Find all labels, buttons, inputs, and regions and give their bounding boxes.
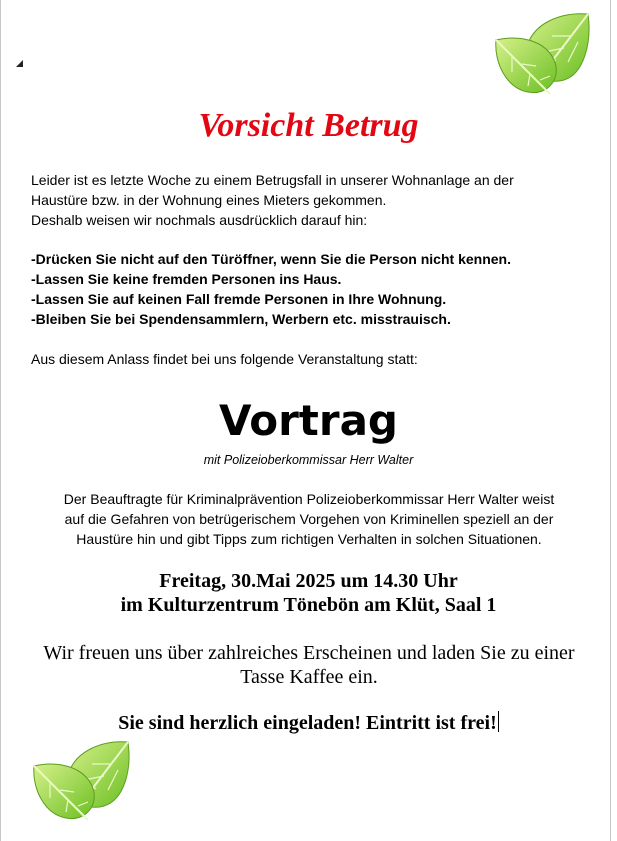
event-title: Vortrag xyxy=(219,396,398,445)
green-leaves-icon xyxy=(492,12,590,96)
page-title: Vorsicht Betrug xyxy=(198,107,419,144)
description-line: Der Beauftragte für Kriminalprävention Polizeioberkommissar Herr Walter weist xyxy=(63,491,555,507)
intro-line: Haustüre bzw. in der Wohnung eines Mieters gekommen. xyxy=(31,192,387,208)
intro-line: Leider ist es letzte Woche zu einem Betrugsfall in unserer Wohnanlage an der xyxy=(31,172,514,188)
event-location: im Kulturzentrum Tönebön am Klüt, Saal 1 xyxy=(120,594,497,616)
safety-rule: -Bleiben Sie bei Spendensammlern, Werbern etc. misstrauisch. xyxy=(31,311,451,327)
event-subtitle: mit Polizeioberkommissar Herr Walter xyxy=(203,453,414,467)
description-line: auf die Gefahren von betrügerischem Vorgehen von Kriminellen speziell an der xyxy=(64,511,554,527)
event-date-location xyxy=(0,569,617,617)
text-boundary-corner-icon xyxy=(16,60,23,67)
event-description xyxy=(26,489,592,549)
safety-rule: -Lassen Sie auf keinen Fall fremde Personen in Ihre Wohnung. xyxy=(31,291,447,307)
intro-paragraph xyxy=(31,170,591,230)
safety-rule: -Lassen Sie keine fremden Personen ins Haus. xyxy=(31,271,342,287)
safety-rule: -Drücken Sie nicht auf den Türöffner, wenn Sie die Person nicht kennen. xyxy=(31,251,511,267)
intro-line: Deshalb weisen wir nochmals ausdrücklich darauf hin: xyxy=(31,212,368,228)
event-intro: Aus diesem Anlass findet bei uns folgende Veranstaltung statt: xyxy=(31,351,418,367)
closing-text: Sie sind herzlich eingeladen! Eintritt ist frei! xyxy=(118,712,497,734)
text-cursor xyxy=(498,711,499,732)
invitation-line: Tasse Kaffee ein. xyxy=(240,666,378,688)
event-date: Freitag, 30.Mai 2025 um 14.30 Uhr xyxy=(159,570,458,592)
green-leaves-icon xyxy=(30,740,130,824)
description-line: Haustüre hin und gibt Tipps zum richtigen Verhalten in solchen Situationen. xyxy=(76,531,542,547)
closing-line[interactable] xyxy=(0,711,617,735)
safety-rules-list xyxy=(31,249,591,329)
invitation-line: Wir freuen uns über zahlreiches Erscheinen und laden Sie zu einer xyxy=(43,642,575,664)
invitation-text xyxy=(26,641,592,689)
